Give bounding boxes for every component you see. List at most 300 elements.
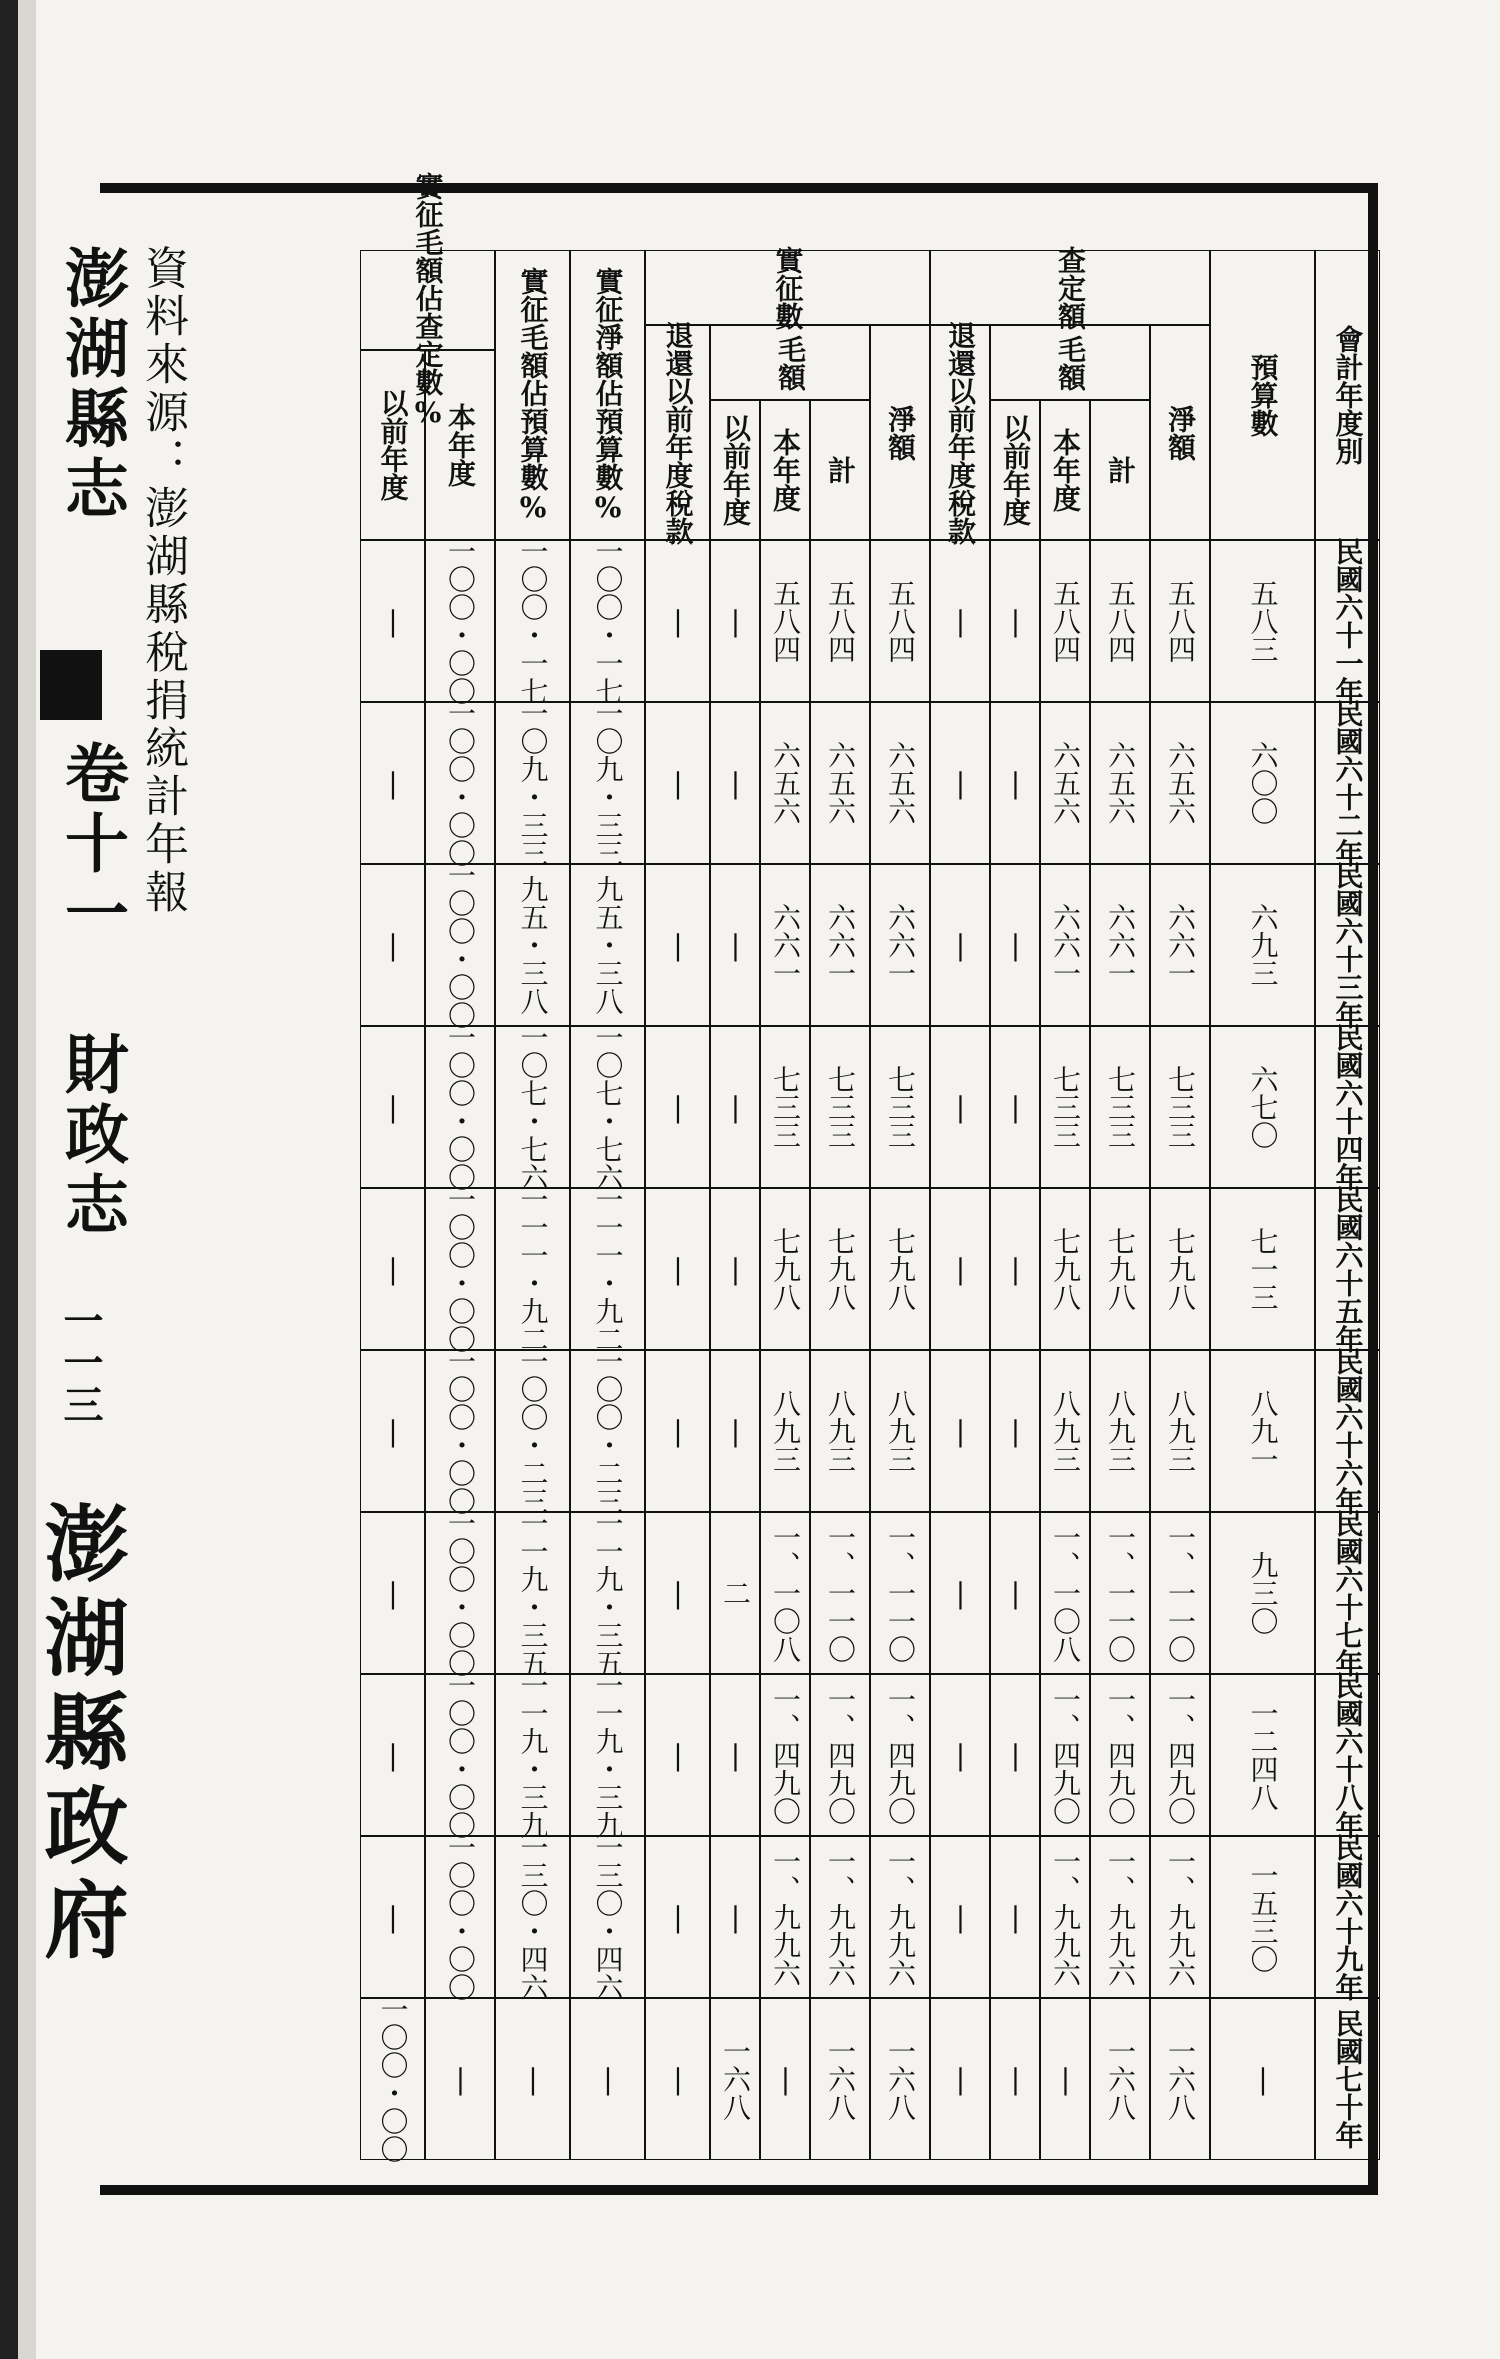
table-cell-text: | — [376, 1576, 410, 1610]
table-cell — [810, 1674, 870, 1836]
table-cell — [1040, 1674, 1090, 1836]
year-cell — [1315, 1185, 1380, 1353]
table-cell — [760, 1188, 810, 1350]
table-cell — [1210, 1998, 1315, 2160]
table-cell — [870, 1188, 930, 1350]
table-cell-text: 一一九・三九 — [516, 1671, 550, 1839]
table-cell — [425, 1185, 495, 1353]
table-cell-text: | — [661, 766, 695, 800]
table-cell-text: | — [944, 1900, 977, 1934]
table-cell-text: 一、一一〇 — [1104, 1523, 1137, 1663]
table-cell-text: 七九八 — [1049, 1227, 1082, 1311]
table-cell-text: 七九八 — [824, 1227, 857, 1311]
table-cell — [495, 1347, 570, 1515]
source-note: 資料來源：澎湖縣稅捐統計年報 — [137, 245, 188, 917]
table-cell — [645, 1674, 710, 1836]
table-cell-text: 一〇〇・〇〇 — [444, 699, 477, 867]
table-cell — [930, 540, 990, 702]
year-cell — [1315, 699, 1380, 867]
table-cell — [425, 1509, 495, 1677]
table-cell-text: | — [376, 766, 410, 800]
table-cell-text: 五八三 — [1246, 579, 1280, 663]
table-cell — [495, 1833, 570, 2001]
table-cell — [760, 1512, 810, 1674]
table-cell-text: 一〇七・七六 — [591, 1023, 625, 1191]
table-cell — [760, 1026, 810, 1188]
table-cell — [495, 1509, 570, 1677]
table-cell-text: 一〇七・七六 — [516, 1023, 550, 1191]
table-cell-text: | — [769, 2062, 802, 2096]
table-cell-text: | — [944, 604, 977, 638]
header-gross — [990, 325, 1150, 400]
table-cell — [645, 1026, 710, 1188]
year-cell-text: 民國六十四年 — [1331, 1023, 1365, 1191]
table-cell — [425, 699, 495, 867]
header-net — [1150, 325, 1210, 540]
table-cell — [1090, 1350, 1150, 1512]
table-cell — [710, 702, 760, 864]
statistics-table — [210, 171, 1380, 2163]
table-cell — [1090, 864, 1150, 1026]
table-cell-text: 七九八 — [884, 1227, 917, 1311]
table-cell-text: 一六八 — [824, 2037, 857, 2121]
table-cell-text: | — [661, 1090, 695, 1124]
table-cell — [1090, 540, 1150, 702]
header-budget — [1210, 250, 1315, 540]
table-cell-text: 一、一一〇 — [884, 1523, 917, 1663]
year-cell — [1315, 1833, 1380, 2001]
table-cell — [360, 702, 425, 864]
page-number: 一一三 — [57, 1300, 104, 1426]
table-cell — [1040, 864, 1090, 1026]
header-total — [1090, 400, 1150, 540]
book-edge — [0, 0, 18, 2359]
table-cell — [810, 1512, 870, 1674]
table-cell-text: 一、九九六 — [1164, 1847, 1197, 1987]
table-cell-text: 一五三〇 — [1246, 1861, 1280, 1973]
header-gross-text: 毛額 — [1054, 334, 1087, 391]
table-cell — [570, 1023, 645, 1191]
table-cell — [990, 1512, 1040, 1674]
year-cell-text: 民國七十年 — [1331, 2009, 1365, 2149]
table-cell-text: 一、九九六 — [884, 1847, 917, 1987]
table-cell — [1040, 1512, 1090, 1674]
table-cell — [1090, 1998, 1150, 2160]
table-cell-text: 一六八 — [884, 2037, 917, 2121]
table-cell — [495, 1671, 570, 1839]
publisher-stamp: 澎湖縣政府 — [31, 1500, 130, 1970]
table-cell — [1150, 1512, 1210, 1674]
table-cell-text: 一〇〇・一七 — [516, 537, 550, 705]
table-cell — [1210, 1026, 1315, 1188]
table-cell-text: 五八四 — [769, 579, 802, 663]
table-cell — [1210, 702, 1315, 864]
table-cell — [930, 1026, 990, 1188]
header-gross — [710, 325, 870, 400]
table-cell-text: 八九三 — [824, 1389, 857, 1473]
table-cell — [360, 540, 425, 702]
table-cell — [645, 1998, 710, 2160]
table-cell-text: | — [719, 1414, 752, 1448]
table-cell-text: | — [376, 928, 410, 962]
table-cell-text: 六六一 — [824, 903, 857, 987]
table-cell-text: | — [661, 928, 695, 962]
table-cell-text: 五八四 — [1104, 579, 1137, 663]
table-cell — [1210, 540, 1315, 702]
table-cell — [1210, 864, 1315, 1026]
table-cell — [1150, 1836, 1210, 1998]
table-cell — [710, 864, 760, 1026]
table-cell-text: 一三〇・四六 — [591, 1833, 625, 2001]
header-gross-assessed-pct-text: 實征毛額佔查定數% — [411, 171, 445, 429]
table-cell — [930, 1836, 990, 1998]
table-cell-text: 一一九・三五 — [516, 1509, 550, 1677]
table-cell-text: 七九八 — [1164, 1227, 1197, 1311]
table-cell-text: 五八四 — [884, 579, 917, 663]
table-cell — [870, 1998, 930, 2160]
table-cell-text: | — [516, 2062, 550, 2096]
table-cell — [360, 864, 425, 1026]
table-cell-text: | — [661, 604, 695, 638]
year-cell-text: 民國六十九年 — [1331, 1833, 1365, 2001]
header-prior-text: 以前年度 — [376, 389, 410, 501]
table-cell-text: | — [719, 1738, 752, 1772]
table-cell — [990, 1188, 1040, 1350]
table-cell — [870, 540, 930, 702]
year-cell-text: 民國六十二年 — [1331, 699, 1365, 867]
table-cell — [810, 702, 870, 864]
book-edge-light — [18, 0, 36, 2359]
table-cell — [810, 1350, 870, 1512]
table-cell — [870, 1512, 930, 1674]
table-cell-text: 一六八 — [1164, 2037, 1197, 2121]
table-cell-text: 一〇〇・〇〇 — [444, 1347, 477, 1515]
table-cell-text: 八九三 — [884, 1389, 917, 1473]
table-cell-text: 六六一 — [769, 903, 802, 987]
table-cell — [1150, 702, 1210, 864]
header-fiscal-year-text: 會計年度別 — [1331, 325, 1365, 465]
table-cell — [1150, 864, 1210, 1026]
table-cell-text: 七一三 — [1246, 1227, 1280, 1311]
table-cell-text: 八九三 — [1049, 1389, 1082, 1473]
table-cell-text: 一、四九〇 — [824, 1685, 857, 1825]
table-cell-text: | — [719, 1252, 752, 1286]
table-cell — [870, 1836, 930, 1998]
table-cell-text: 一、一一〇 — [1164, 1523, 1197, 1663]
table-cell-text: 一〇〇・二三 — [591, 1347, 625, 1515]
header-this-year-text: 本年度 — [769, 428, 802, 512]
table-cell-text: 一六八 — [719, 2037, 752, 2121]
table-cell-text: 六五六 — [1104, 741, 1137, 825]
table-cell — [495, 864, 570, 1026]
table-cell — [425, 1023, 495, 1191]
table-cell — [710, 1512, 760, 1674]
table-cell-text: 五八四 — [824, 579, 857, 663]
table-cell-text: 六九三 — [1246, 903, 1280, 987]
year-cell-text: 民國六十三年 — [1331, 861, 1365, 1029]
table-cell-text: | — [999, 928, 1032, 962]
table-cell — [1090, 1674, 1150, 1836]
year-cell — [1315, 1347, 1380, 1515]
table-cell — [870, 1026, 930, 1188]
table-cell — [930, 1674, 990, 1836]
table-cell — [810, 1026, 870, 1188]
table-cell-text: | — [376, 1900, 410, 1934]
table-cell — [870, 864, 930, 1026]
table-cell — [1210, 1836, 1315, 1998]
table-cell-text: | — [376, 1252, 410, 1286]
table-cell-text: 六七〇 — [1246, 1065, 1280, 1149]
table-cell-text: 一〇〇・二三 — [516, 1347, 550, 1515]
table-cell — [930, 864, 990, 1026]
table-cell-text: | — [719, 766, 752, 800]
table-cell — [760, 540, 810, 702]
table-cell — [1090, 1836, 1150, 1998]
table-cell — [810, 540, 870, 702]
table-cell-text: 七三三 — [884, 1065, 917, 1149]
table-cell-text: | — [999, 1252, 1032, 1286]
table-cell-text: | — [719, 1900, 752, 1934]
table-cell-text: 一三〇・四六 — [516, 1833, 550, 2001]
header-gross-pct-text: 實征毛額佔預算數% — [516, 266, 550, 524]
table-cell-text: | — [661, 1576, 695, 1610]
table-cell — [1040, 1836, 1090, 1998]
header-prior — [990, 400, 1040, 540]
table-cell-text: 九三〇 — [1246, 1551, 1280, 1635]
table-cell-text: 六五六 — [824, 741, 857, 825]
table-cell-text: 一一一・九二 — [591, 1185, 625, 1353]
table-cell-text: | — [999, 1738, 1032, 1772]
table-cell — [1090, 1026, 1150, 1188]
table-cell — [870, 1350, 930, 1512]
table-cell-text: 一、九九六 — [1049, 1847, 1082, 1987]
chapter-title: 卷十一 財政志 — [54, 740, 129, 1241]
table-cell — [710, 1188, 760, 1350]
table-cell — [425, 1998, 495, 2160]
table-cell-text: 一、四九〇 — [1049, 1685, 1082, 1825]
table-cell — [495, 699, 570, 867]
table-cell — [870, 1674, 930, 1836]
table-cell-text: | — [719, 1090, 752, 1124]
table-cell-text: 一、一〇八 — [1049, 1523, 1082, 1663]
year-cell — [1315, 1023, 1380, 1191]
table-cell — [570, 864, 645, 1026]
table-cell-text: | — [999, 1414, 1032, 1448]
table-cell-text: 六五六 — [1049, 741, 1082, 825]
year-cell-text: 民國六十五年 — [1331, 1185, 1365, 1353]
table-cell-text: | — [661, 1252, 695, 1286]
table-cell — [1090, 702, 1150, 864]
table-cell — [570, 1671, 645, 1839]
table-cell — [1210, 1512, 1315, 1674]
table-cell-text: 六六一 — [884, 903, 917, 987]
table-cell — [645, 540, 710, 702]
table-cell — [645, 1188, 710, 1350]
table-cell — [570, 537, 645, 705]
table-cell-text: | — [944, 1090, 977, 1124]
table-cell-text: 八九一 — [1246, 1389, 1280, 1473]
header-assessed — [930, 245, 1210, 330]
header-net-text: 淨額 — [1164, 404, 1197, 461]
table-cell-text: 一一九・三五 — [591, 1509, 625, 1677]
table-cell — [760, 702, 810, 864]
table-cell — [710, 1674, 760, 1836]
table-cell-text: 一六八 — [1104, 2037, 1137, 2121]
table-cell-text: | — [999, 766, 1032, 800]
table-cell — [570, 1833, 645, 2001]
table-cell — [1040, 540, 1090, 702]
table-cell-text: | — [376, 604, 410, 638]
table-cell-text: 一、九九六 — [824, 1847, 857, 1987]
table-cell-text: 一、四九〇 — [769, 1685, 802, 1825]
header-prior — [710, 400, 760, 540]
table-cell-text: 七三三 — [1049, 1065, 1082, 1149]
table-cell-text: | — [944, 766, 977, 800]
table-cell — [645, 702, 710, 864]
table-cell — [710, 1350, 760, 1512]
table-cell — [930, 1512, 990, 1674]
table-cell — [710, 540, 760, 702]
table-cell — [425, 537, 495, 705]
header-gross-pct — [495, 250, 570, 540]
table-cell-text: | — [444, 2062, 477, 2096]
table-cell — [1090, 1512, 1150, 1674]
table-cell — [1040, 702, 1090, 864]
header-refund — [645, 320, 710, 545]
table-cell — [1150, 1998, 1210, 2160]
table-cell-text: 七九八 — [769, 1227, 802, 1311]
table-cell-text: | — [661, 1414, 695, 1448]
table-cell — [495, 1023, 570, 1191]
table-cell-text: 八九三 — [1164, 1389, 1197, 1473]
table-cell-text: 五八四 — [1049, 579, 1082, 663]
table-cell — [570, 1509, 645, 1677]
table-cell-text: | — [999, 1900, 1032, 1934]
table-cell — [1210, 1188, 1315, 1350]
table-cell — [990, 864, 1040, 1026]
table-cell-text: | — [999, 604, 1032, 638]
header-fiscal-year — [1315, 250, 1380, 540]
table-cell-text: 一〇〇・〇〇 — [444, 537, 477, 705]
table-cell — [990, 702, 1040, 864]
table-cell-text: 一二四八 — [1246, 1699, 1280, 1811]
title-divider — [40, 650, 102, 720]
table-cell-text: 一〇〇・〇〇 — [444, 1833, 477, 2001]
header-refund — [930, 320, 990, 545]
table-cell-text: 八九三 — [1104, 1389, 1137, 1473]
table-cell-text: 八九三 — [769, 1389, 802, 1473]
table-cell-text: 一〇〇・一七 — [591, 537, 625, 705]
table-cell-text: | — [719, 604, 752, 638]
table-cell-text: | — [591, 2062, 625, 2096]
year-cell — [1315, 861, 1380, 1029]
table-cell-text: 一、九九六 — [769, 1847, 802, 1987]
table-cell — [930, 1350, 990, 1512]
table-cell — [990, 1026, 1040, 1188]
table-cell — [570, 1185, 645, 1353]
table-cell — [425, 1833, 495, 2001]
table-cell — [760, 864, 810, 1026]
header-net-pct — [570, 250, 645, 540]
table-cell-text: | — [719, 928, 752, 962]
table-cell-text: 五八四 — [1164, 579, 1197, 663]
table-cell — [990, 1350, 1040, 1512]
header-this-year — [425, 350, 495, 540]
table-cell-text: 一、一一〇 — [824, 1523, 857, 1663]
table-cell-text: 一〇九・三三 — [591, 699, 625, 867]
year-cell — [1315, 1509, 1380, 1677]
year-cell-text: 民國六十六年 — [1331, 1347, 1365, 1515]
table-cell-text: 一、九九六 — [1104, 1847, 1137, 1987]
table-cell-text: 一、四九〇 — [884, 1685, 917, 1825]
header-collected-text: 實征數 — [771, 245, 805, 330]
header-net-pct-text: 實征淨額佔預算數% — [591, 266, 625, 524]
year-cell — [1315, 1998, 1380, 2160]
table-cell-text: 九五・三八 — [516, 875, 550, 1015]
table-cell-text: | — [944, 928, 977, 962]
header-prior — [360, 350, 425, 540]
table-cell — [360, 1188, 425, 1350]
table-cell-text: | — [376, 1090, 410, 1124]
table-cell — [710, 1026, 760, 1188]
table-cell-text: 六六一 — [1049, 903, 1082, 987]
table-cell-text: 一、一〇八 — [769, 1523, 802, 1663]
table-cell-text: 七三三 — [1164, 1065, 1197, 1149]
table-cell — [360, 1995, 425, 2163]
table-cell — [990, 1836, 1040, 1998]
table-cell — [495, 1998, 570, 2160]
header-total-text: 計 — [824, 456, 857, 484]
table-cell — [645, 864, 710, 1026]
table-cell — [760, 1998, 810, 2160]
header-prior-text: 以前年度 — [999, 414, 1032, 526]
table-cell — [810, 1998, 870, 2160]
table-cell-text: | — [944, 1738, 977, 1772]
table-cell — [570, 1347, 645, 1515]
table-cell — [810, 1188, 870, 1350]
header-gross-text: 毛額 — [774, 334, 807, 391]
table-cell — [495, 1185, 570, 1353]
table-cell-text: 一〇九・三三 — [516, 699, 550, 867]
header-refund-text: 退還以前年度稅款 — [944, 320, 977, 545]
table-cell — [645, 1350, 710, 1512]
table-cell-text: | — [376, 1738, 410, 1772]
year-cell — [1315, 537, 1380, 705]
table-cell — [360, 1350, 425, 1512]
table-cell-text: 一一九・三九 — [591, 1671, 625, 1839]
table-cell — [930, 1188, 990, 1350]
table-cell-text: 六五六 — [1164, 741, 1197, 825]
table-cell-text: | — [661, 2062, 695, 2096]
table-cell — [1210, 1674, 1315, 1836]
table-cell-text: 六六一 — [1164, 903, 1197, 987]
header-total-text: 計 — [1104, 456, 1137, 484]
table-cell-text: | — [1246, 2062, 1280, 2096]
table-cell-text: | — [376, 1414, 410, 1448]
table-cell — [1150, 1674, 1210, 1836]
table-cell — [760, 1674, 810, 1836]
header-this-year — [1040, 400, 1090, 540]
header-budget-text: 預算數 — [1246, 353, 1280, 437]
table-cell — [425, 1671, 495, 1839]
year-cell — [1315, 1671, 1380, 1839]
table-cell — [1150, 1026, 1210, 1188]
table-cell-text: 一〇〇・〇〇 — [444, 1185, 477, 1353]
table-cell — [990, 1998, 1040, 2160]
table-cell — [810, 864, 870, 1026]
table-cell-text: 一一一・九二 — [516, 1185, 550, 1353]
table-cell — [1040, 1026, 1090, 1188]
